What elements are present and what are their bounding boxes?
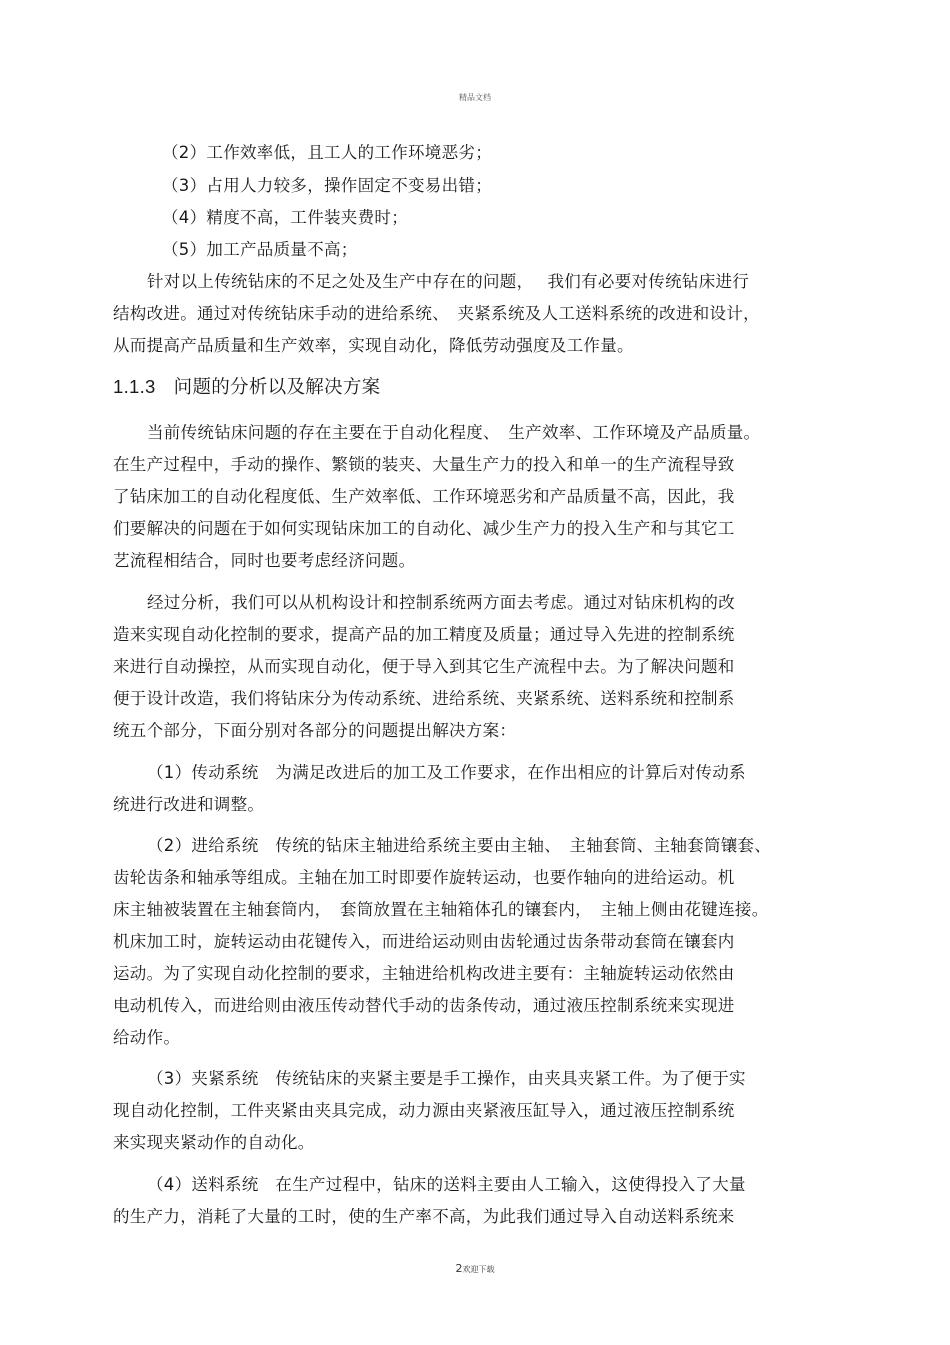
paragraph-line: 统五个部分，下面分别对各部分的问题提出解决方案： [113,721,517,740]
paragraph-line: 统进行改进和调整。 [113,795,265,814]
page-header: 精品文档 [459,93,491,102]
paragraph-line: 从而提高产品质量和生产效率，实现自动化，降低劳动强度及工作量。 [113,336,634,355]
paragraph-line: 电动机传入，而进给则由液压传动替代手动的齿条传动，通过液压控制系统来实现进 [113,996,735,1015]
paragraph-line: 们要解决的问题在于如何实现钻床加工的自动化、减少生产力的投入生产和与其它工 [113,519,735,538]
paragraph-line: 来实现夹紧动作的自动化。 [113,1133,315,1152]
paragraph-line: 机床加工时，旋转运动由花键传入，而进给运动则由齿轮通过齿条带动套筒在镶套内 [113,932,735,951]
paragraph-line: 现自动化控制，工件夹紧由夹具完成，动力源由夹紧液压缸导入，通过液压控制系统 [113,1101,735,1120]
section-heading [113,376,380,399]
section-title: 问题的分析以及解决方案 [173,377,381,398]
page-number: 2 [455,1262,463,1275]
paragraph-line: 了钻床加工的自动化程度低、生产效率低、工作环境恶劣和产品质量不高，因此，我 [113,487,735,506]
list-item: （5）加工产品质量不高； [162,240,358,259]
paragraph-line: 齿轮齿条和轴承等组成。主轴在加工时即要作旋转运动，也要作轴向的进给运动。机 [113,868,735,887]
paragraph-line: 运动。为了实现自动化控制的要求，主轴进给机构改进主要有：主轴旋转运动依然由 [113,964,735,983]
paragraph-line: 便于设计改造，我们将钻床分为传动系统、进给系统、夹紧系统、送料系统和控制系 [113,689,735,708]
paragraph-line: 经过分析，我们可以从机构设计和控制系统两方面去考虑。通过对钻床机构的改 [147,593,735,612]
list-item: （2）工作效率低，且工人的工作环境恶劣； [162,143,492,162]
paragraph-line: 的生产力，消耗了大量的工时，使的生产率不高，为此我们通过导入自动送料系统来 [113,1207,735,1226]
paragraph-line: （3）夹紧系统 传统钻床的夹紧主要是手工操作，由夹具夹紧工件。为了便于实 [147,1069,746,1088]
paragraph-line: 在生产过程中，手动的操作、繁锁的装夹、大量生产力的投入和单一的生产流程导致 [113,455,735,474]
paragraph-line: 来进行自动操控，从而实现自动化，便于导入到其它生产流程中去。为了解决问题和 [113,657,735,676]
page-footer [0,1262,950,1275]
paragraph-line: 结构改进。通过对传统钻床手动的进给系统、 夹紧系统及人工送料系统的改进和设计， [113,304,760,323]
paragraph-line: （2）进给系统 传统的钻床主轴进给系统主要由主轴、 主轴套筒、主轴套筒镶套、 [147,836,772,855]
footer-text: 欢迎下载 [462,1265,495,1274]
paragraph-line: 当前传统钻床问题的存在主要在于自动化程度、 生产效率、工作环境及产品质量。 [147,423,761,442]
paragraph-line: 造来实现自动化控制的要求，提高产品的加工精度及质量；通过导入先进的控制系统 [113,625,735,644]
section-number: 1.1.3 [113,376,156,397]
paragraph-line: （4）送料系统 在生产过程中，钻床的送料主要由人工输入，这使得投入了大量 [147,1175,746,1194]
paragraph-line: 针对以上传统钻床的不足之处及生产中存在的问题， 我们有必要对传统钻床进行 [147,272,750,291]
paragraph-line: 给动作。 [113,1028,181,1047]
paragraph-line: 床主轴被装置在主轴套筒内， 套筒放置在主轴箱体孔的镶套内， 主轴上侧由花键连接。 [113,900,769,919]
list-item: （4）精度不高，工件装夹费时； [162,208,408,227]
paragraph-line: （1）传动系统 为满足改进后的加工及工作要求，在作出相应的计算后对传动系 [147,763,746,782]
list-item: （3）占用人力较多，操作固定不变易出错； [162,176,492,195]
paragraph-line: 艺流程相结合，同时也要考虑经济问题。 [113,551,416,570]
